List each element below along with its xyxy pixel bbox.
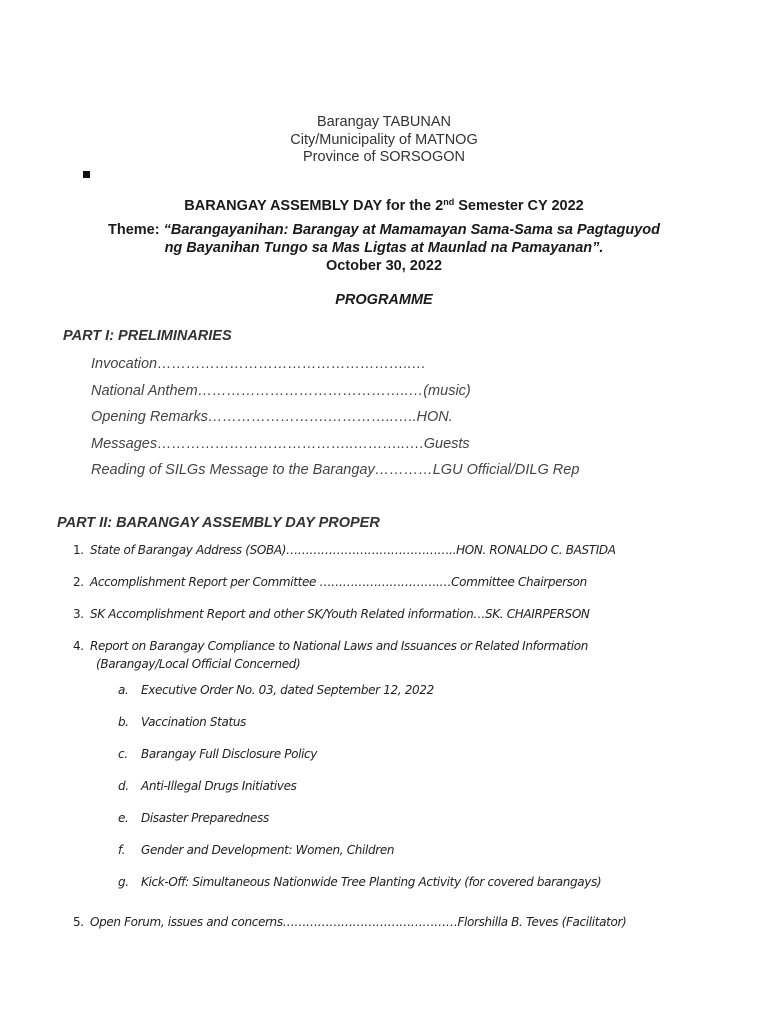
item-number: 5.: [73, 915, 84, 929]
sublist-item: [90, 809, 677, 841]
letterhead: [0, 114, 768, 167]
assembly-proper-list: [73, 541, 677, 945]
theme-quote-1: “Barangayanihan: Barangay at Mamamayan Sama-Sama sa Pagtaguyod: [163, 222, 660, 238]
item-number: 3.: [73, 607, 84, 621]
compliance-sublist: [90, 681, 677, 899]
item-text: SK Accomplishment Report and other SK/Youth Related information…SK. CHAIRPERSON: [90, 607, 590, 621]
sublist-letter: b.: [118, 715, 129, 729]
part2-heading: PART II: BARANGAY ASSEMBLY DAY PROPER: [57, 515, 380, 531]
prelim-item-messages: Messages…………………………………..………..….Guests: [91, 435, 470, 452]
item-text-continued: (Barangay/Local Official Concerned): [96, 657, 301, 671]
prelim-item-anthem: National Anthem……………………………………..…(music): [91, 382, 471, 399]
item-number: 4.: [73, 639, 84, 653]
sublist-item: [90, 777, 677, 809]
sublist-item: [90, 873, 677, 899]
proper-item-open-forum: [73, 913, 677, 931]
sublist-item: [90, 745, 677, 777]
proper-item-accomplishment: [73, 573, 677, 591]
theme-line-1: [0, 221, 768, 239]
theme-line-2: ng Bayanihan Tungo sa Mas Ligtas at Maunlad na Pamayanan”.: [164, 240, 604, 256]
preliminaries-list: [91, 354, 579, 487]
sublist-text: Disaster Preparedness: [141, 811, 269, 825]
prelim-item-opening: Opening Remarks…………………….…………..…..HON.: [91, 409, 453, 426]
sublist-text: Anti-Illegal Drugs Initiatives: [141, 779, 297, 793]
programme-heading: PROGRAMME: [335, 292, 433, 308]
part1-heading: PART I: PRELIMINARIES: [63, 328, 232, 344]
sublist-letter: d.: [118, 779, 129, 793]
proper-item-soba: [73, 541, 677, 559]
city-name: City/Municipality of MATNOG: [290, 131, 478, 148]
item-text: State of Barangay Address (SOBA)……………………………………..HON. RONALDO C. BASTIDA: [90, 543, 616, 557]
sublist-text: Kick-Off: Simultaneous Nationwide Tree Planting Activity (for covered barangays): [141, 875, 602, 889]
sublist-item: [90, 841, 677, 873]
square-bullet-icon: [83, 171, 90, 178]
sublist-letter: f.: [118, 843, 126, 857]
title-rest: Semester CY 2022: [454, 198, 584, 214]
title-main: BARANGAY ASSEMBLY DAY for the 2: [184, 198, 444, 214]
event-date: October 30, 2022: [325, 258, 443, 274]
sublist-letter: g.: [118, 875, 129, 889]
item-number: 2.: [73, 575, 84, 589]
theme-block: [0, 221, 768, 275]
province-name: Province of SORSOGON: [303, 149, 465, 165]
prelim-item-silg: Reading of SILGs Message to the Barangay…………LGU Official/DILG Rep: [91, 462, 580, 479]
item-number: 1.: [73, 543, 84, 557]
sublist-letter: a.: [118, 683, 129, 697]
sublist-text: Vaccination Status: [141, 715, 247, 729]
proper-item-compliance: [73, 637, 677, 899]
sublist-text: Executive Order No. 03, dated September 12, 2022: [141, 683, 434, 697]
item-text: Accomplishment Report per Committee ………………………….…Committee Chairperson: [90, 575, 587, 589]
prelim-item-invocation: Invocation……………………………………………..…: [91, 356, 427, 372]
barangay-name: Barangay TABUNAN: [316, 114, 452, 130]
sublist-letter: e.: [118, 811, 129, 825]
proper-item-sk-report: [73, 605, 677, 623]
title-superscript: nd: [443, 197, 455, 207]
theme-label: Theme:: [108, 222, 164, 238]
sublist-item: [90, 681, 677, 713]
sublist-item: [90, 713, 677, 745]
sublist-text: Barangay Full Disclosure Policy: [141, 747, 318, 761]
item-text: Open Forum, issues and concerns………………………………………Florshilla B. Teves (Facilitator): [90, 915, 627, 929]
sublist-text: Gender and Development: Women, Children: [141, 843, 395, 857]
item-text: Report on Barangay Compliance to National Laws and Issuances or Related Information: [90, 639, 588, 653]
document-title: [0, 198, 768, 214]
sublist-letter: c.: [118, 747, 128, 761]
